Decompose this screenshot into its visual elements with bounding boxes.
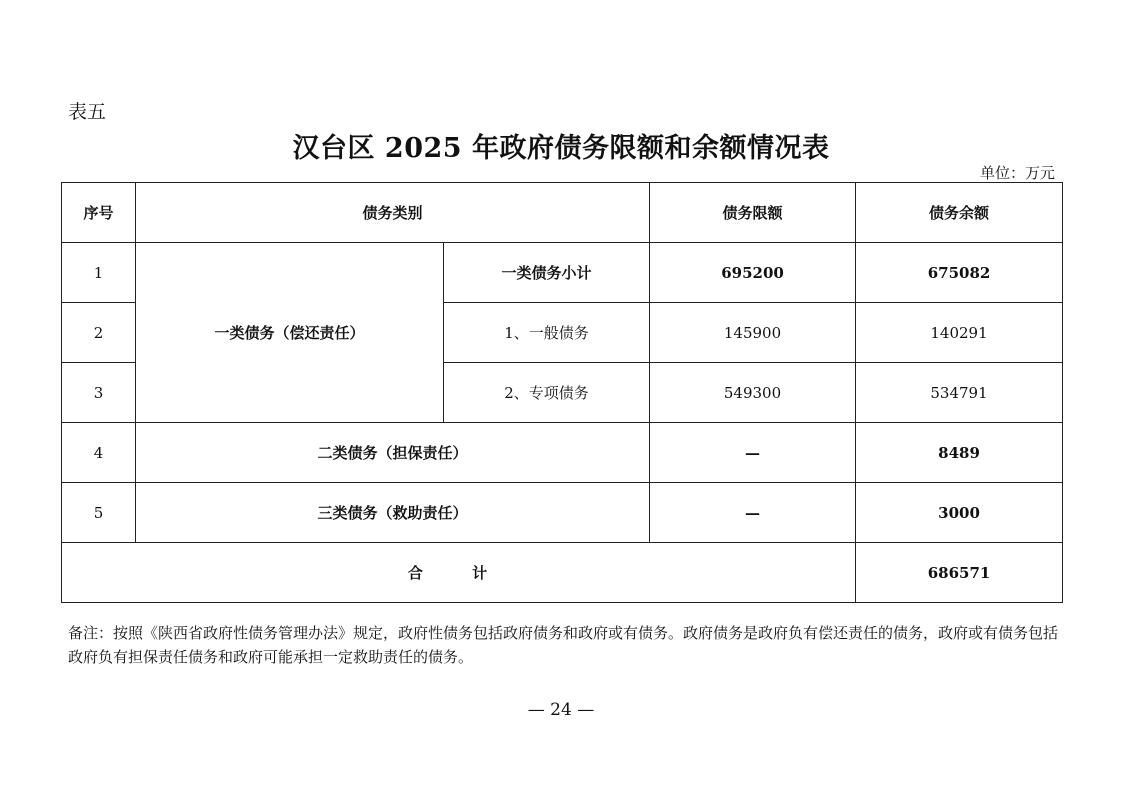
header-balance: 债务余额 xyxy=(856,183,1063,243)
group-label-category1: 一类债务（偿还责任） xyxy=(136,243,444,423)
unit-note: 单位：万元 xyxy=(979,164,1055,182)
table-row xyxy=(62,483,1063,543)
header-limit: 债务限额 xyxy=(650,183,856,243)
total-row xyxy=(62,543,1063,603)
row-limit: 549300 xyxy=(650,363,856,423)
debt-table xyxy=(61,182,1063,603)
row-limit: — xyxy=(650,483,856,543)
row-item: 一类债务小计 xyxy=(444,243,650,303)
row-balance: 3000 xyxy=(856,483,1063,543)
table-row xyxy=(62,423,1063,483)
total-balance: 686571 xyxy=(856,543,1063,603)
row-item: 二类债务（担保责任） xyxy=(136,423,650,483)
row-seq: 2 xyxy=(62,303,136,363)
row-seq: 5 xyxy=(62,483,136,543)
row-item: 2、专项债务 xyxy=(444,363,650,423)
table-number-label: 表五 xyxy=(68,101,107,123)
footnote: 备注：按照《陕西省政府性债务管理办法》规定，政府性债务包括政府债务和政府或有债务。政府债务是政府负有偿还责任的债务，政府或有债务包括政府负有担保责任债务和政府可能承担一定救助责任的债务。 xyxy=(68,624,1059,666)
page-title: 汉台区 2025 年政府债务限额和余额情况表 xyxy=(292,133,830,164)
row-balance: 140291 xyxy=(856,303,1063,363)
row-item: 三类债务（救助责任） xyxy=(136,483,650,543)
header-seq: 序号 xyxy=(62,183,136,243)
table-row xyxy=(62,243,1063,303)
row-limit: — xyxy=(650,423,856,483)
row-balance: 675082 xyxy=(856,243,1063,303)
total-label: 合 计 xyxy=(62,543,856,603)
row-limit: 145900 xyxy=(650,303,856,363)
row-balance: 534791 xyxy=(856,363,1063,423)
row-seq: 1 xyxy=(62,243,136,303)
header-category: 债务类别 xyxy=(136,183,650,243)
row-balance: 8489 xyxy=(856,423,1063,483)
row-item: 1、一般债务 xyxy=(444,303,650,363)
table-header-row xyxy=(62,183,1063,243)
row-limit: 695200 xyxy=(650,243,856,303)
page-number: — 24 — xyxy=(527,700,595,720)
row-seq: 3 xyxy=(62,363,136,423)
row-seq: 4 xyxy=(62,423,136,483)
